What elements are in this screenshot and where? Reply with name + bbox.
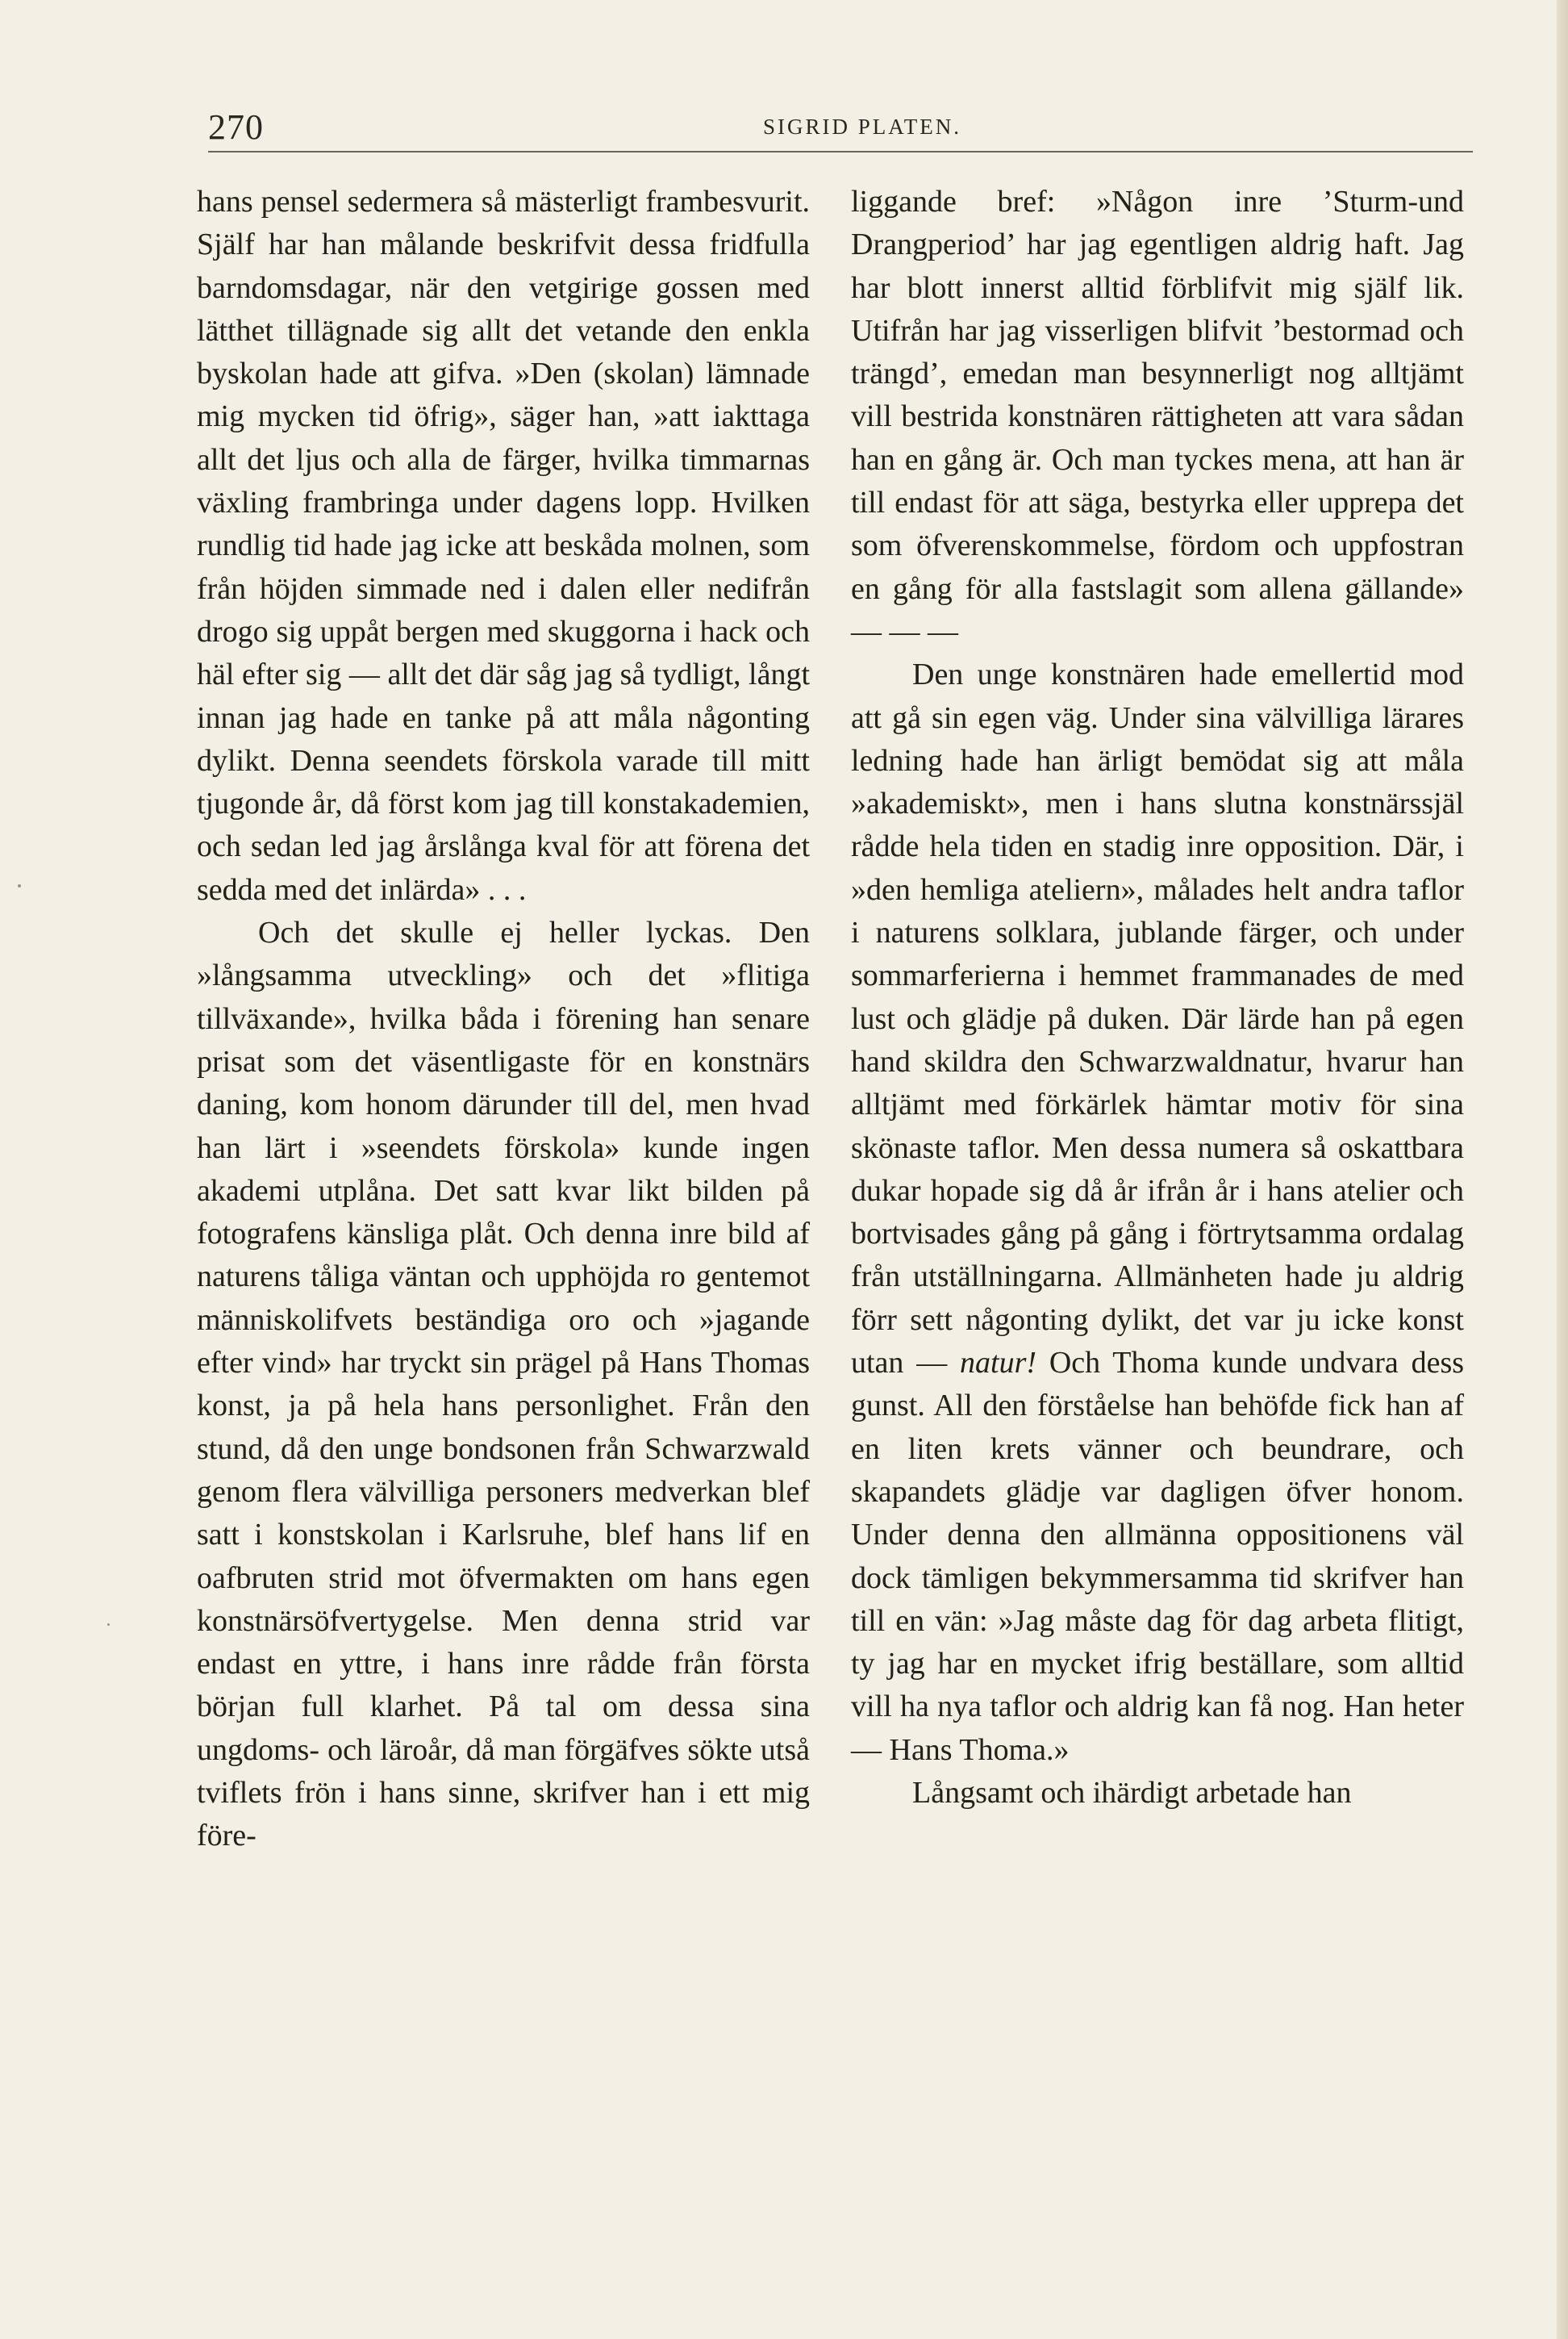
left-paragraph-2: Och det skulle ej heller lyckas. Den »långsamma utveckling» och det »flitiga tillväxande», hvilka båda i förening han senare prisat som det väsentligaste för en konstnärs daning, kom honom därunder till del, men hvad han lärt i »seendets förskola» kunde ingen akademi utplåna. Det satt kvar likt bilden på fotografens känsliga plåt. Och denna inre bild af naturens tåliga väntan och upphöjda ro gentemot människolifvets beständiga oro och »jagande efter vind» har tryckt sin prägel på Hans Thomas konst, ja på hela hans personlighet. Från den stund, då den unge bondsonen från Schwarzwald genom flera välvilliga personers medverkan blef satt i konstskolan i Karlsruhe, blef hans lif en oafbruten strid mot öfvermakten om hans egen konstnärsöfvertygelse. Men denna strid var endast en yttre, i hans inre rådde från första början full klarhet. På tal om dessa sina ungdoms- och läroår, då man förgäfves sökte utså tviflets frön i hans sinne, skrifver han i ett mig före- <box>197 916 810 1853</box>
page-header <box>208 95 1473 152</box>
running-title: SIGRID PLATEN. <box>763 115 962 139</box>
right-paragraph-2-text-a: Den unge konstnären hade emellertid mod att gå sin egen väg. Under sina välvilliga lärares ledning hade han ärligt bemödat sig att måla »akademiskt», men i hans slutna konstnärssjäl rådde hela tiden en stadig inre opposition. Där, i »den hemliga ateliern», målades helt andra taflor i naturens solklara, jublande färger, och under sommarferierna i hemmet frammanades de med lust och glädje på duken. Där lärde han på egen hand skildra den Schwarzwaldnatur, hvarur han alltjämt med förkärlek hämtar motiv för sina skönaste taflor. Men dessa numera så oskattbara dukar hopade sig då år ifrån år i hans atelier och bortvisades gång på gång i förtrytsamma ordalag från utställningarna. Allmänheten hade ju aldrig förr sett någonting dylikt, det var ju icke konst utan — <box>851 658 1464 1380</box>
left-column <box>197 181 810 1858</box>
right-paragraph-3: Långsamt och ihärdigt arbetade han <box>912 1775 1352 1810</box>
right-column <box>851 181 1464 1815</box>
page-number: 270 <box>208 107 264 147</box>
right-paragraph-1: liggande bref: »Någon inre ’Sturm-und Drangperiod’ har jag egentligen aldrig haft. Jag har blott innerst alltid förblifvit mig själf lik. Utifrån har jag visserligen blifvit ’bestormad och trängd’, emedan man besynnerligt nog alltjämt vill bestrida konstnären rättigheten att vara sådan han en gång är. Och man tyckes mena, att han är till endast för att säga, bestyrka eller upprepa det som öfverenskommelse, fördom och uppfostran en gång för alla fastslagit som allena gällande» — — — <box>851 185 1464 649</box>
header-rule <box>208 151 1473 152</box>
right-paragraph-2 <box>851 654 1464 1772</box>
paper-speck <box>18 884 21 888</box>
left-paragraph-1: hans pensel sedermera så mästerligt frambesvurit. Själf har han målande beskrifvit dessa fridfulla barndomsdagar, när den vetgirige gossen med lätthet tillägnade sig allt det vetande den enkla byskolan hade att gifva. »Den (skolan) lämnade mig mycken tid öfrig», säger han, »att iakttaga allt det ljus och alla de färger, hvilka timmarnas växling frambringa under dagens lopp. Hvilken rundlig tid hade jag icke att beskåda molnen, som från höjden simmade ned i dalen eller nedifrån drogo sig uppåt bergen med skuggorna i hack och häl efter sig — allt det där såg jag så tydligt, långt innan jag hade en tanke på att måla någonting dylikt. Denna seendets förskola varade till mitt tjugonde år, då först kom jag till konstakademien, och sedan led jag årslånga kval för att förena det sedda med det inlärda» . . . <box>197 185 810 907</box>
paper-speck <box>107 1623 110 1626</box>
right-paragraph-2-text-b: Och Thoma kunde undvara dess gunst. All den förståelse han behöfde fick han af en liten krets vänner och beundrare, och skapandets glädje var dagligen öfver honom. Under denna den allmänna oppositionens väl dock tämligen bekymmersamma tid skrifver han till en vän: »Jag måste dag för dag arbeta flitigt, ty jag har en mycket ifrig beställare, som alltid vill ha nya taflor och aldrig kan få nog. Han heter — Hans Thoma.» <box>851 1346 1465 1767</box>
italic-word-natur: natur! <box>960 1346 1037 1380</box>
page-edge-shadow <box>1557 0 1568 2339</box>
